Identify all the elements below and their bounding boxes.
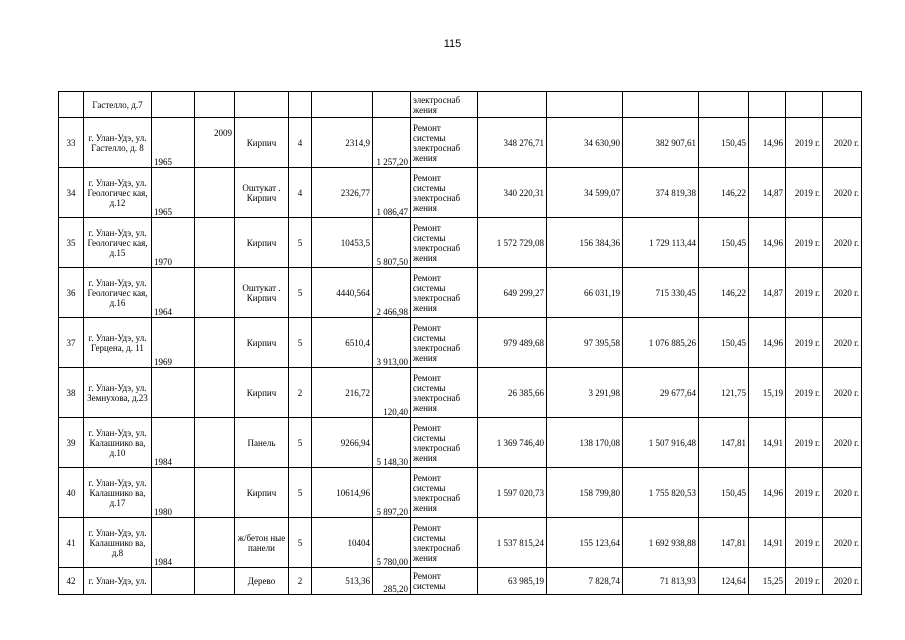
cell-rate-2: 14,96: [749, 118, 786, 168]
cell-rate-2: 14,91: [749, 418, 786, 468]
cell-year-alt: [195, 368, 235, 418]
cell-year-built: 1965: [152, 118, 195, 168]
cell-year-end: 2020 г.: [823, 218, 862, 268]
cell-year-start: 2019 г.: [786, 318, 823, 368]
cell-year-end: 2020 г.: [823, 268, 862, 318]
cell-rate-1: 147,81: [699, 418, 749, 468]
cell-address: г. Улан-Удэ, ул.: [84, 568, 152, 595]
cell-floors: 2: [289, 568, 312, 595]
cell-year-built: 1970: [152, 218, 195, 268]
cell-total: 382 907,61: [623, 118, 699, 168]
cell-area-sub: 1 257,20: [373, 118, 411, 168]
cell-area: 2326,77: [312, 168, 373, 218]
cell-area-sub: 5 897,20: [373, 468, 411, 518]
cell-cost-1: 1 537 815,24: [478, 518, 547, 568]
cell-material: Кирпич: [235, 318, 289, 368]
cell-material: Кирпич: [235, 218, 289, 268]
table-row: [59, 268, 862, 318]
cell-floors: 4: [289, 118, 312, 168]
cell-area: 10453,5: [312, 218, 373, 268]
cell-year-alt: [195, 518, 235, 568]
cell-cost-1: 63 985,19: [478, 568, 547, 595]
page-number: 115: [443, 38, 462, 50]
cell-rate-1: 121,75: [699, 368, 749, 418]
cell-num: 35: [59, 218, 84, 268]
cell-empty: [699, 92, 749, 118]
cell-address: г. Улан-Удэ, ул. Геологичес кая, д.16: [84, 268, 152, 318]
cell-rate-1: 150,45: [699, 468, 749, 518]
cell-year-alt: [195, 318, 235, 368]
cell-cost-1: 1 369 746,40: [478, 418, 547, 468]
cell-material: Оштукат . Кирпич: [235, 168, 289, 218]
cell-total: 715 330,45: [623, 268, 699, 318]
table-row: [59, 518, 862, 568]
cell-area: 10404: [312, 518, 373, 568]
cell-year-end: 2020 г.: [823, 468, 862, 518]
cell-empty: [289, 92, 312, 118]
cell-rate-2: 14,96: [749, 218, 786, 268]
cell-rate-1: 146,22: [699, 168, 749, 218]
cell-area-sub: 5 780,00: [373, 518, 411, 568]
cell-total: 1 692 938,88: [623, 518, 699, 568]
cell-cost-1: 1 597 020,73: [478, 468, 547, 518]
table-row: [59, 218, 862, 268]
cell-empty: [152, 92, 195, 118]
cell-material: Кирпич: [235, 468, 289, 518]
cell-material: ж/бетон ные панели: [235, 518, 289, 568]
cell-empty: [195, 92, 235, 118]
cell-year-start: 2019 г.: [786, 468, 823, 518]
cell-area-sub: 2 466,98: [373, 268, 411, 318]
cell-area-sub: 3 913,00: [373, 318, 411, 368]
cell-work: Ремонт системы электроснаб жения: [411, 368, 478, 418]
cell-num: 36: [59, 268, 84, 318]
cell-rate-2: 14,96: [749, 318, 786, 368]
cell-num: 37: [59, 318, 84, 368]
cell-year-alt: [195, 218, 235, 268]
cell-cost-1: 649 299,27: [478, 268, 547, 318]
cell-cost-2: 7 828,74: [547, 568, 623, 595]
cell-area: 4440,564: [312, 268, 373, 318]
cell-floors: 5: [289, 418, 312, 468]
cell-rate-2: 14,96: [749, 468, 786, 518]
cell-floors: 4: [289, 168, 312, 218]
table-row: [59, 318, 862, 368]
cell-num: 39: [59, 418, 84, 468]
cell-area: 513,36: [312, 568, 373, 595]
cell-year-start: 2019 г.: [786, 418, 823, 468]
cell-floors: 5: [289, 318, 312, 368]
cell-cost-2: 158 799,80: [547, 468, 623, 518]
cell-cost-2: 138 170,08: [547, 418, 623, 468]
cell-area: 216,72: [312, 368, 373, 418]
cell-rate-1: 150,45: [699, 118, 749, 168]
cell-area: 2314,9: [312, 118, 373, 168]
cell-area: 10614,96: [312, 468, 373, 518]
cell-year-end: 2020 г.: [823, 568, 862, 595]
cell-year-built: 1969: [152, 318, 195, 368]
cell-floors: 5: [289, 468, 312, 518]
cell-rate-1: 124,64: [699, 568, 749, 595]
cell-total: 1 729 113,44: [623, 218, 699, 268]
cell-total: 71 813,93: [623, 568, 699, 595]
cell-empty: [312, 92, 373, 118]
cell-cost-2: 3 291,98: [547, 368, 623, 418]
cell-empty: [478, 92, 547, 118]
cell-work: Ремонт системы: [411, 568, 478, 595]
cell-empty: [749, 92, 786, 118]
cell-floors: 5: [289, 268, 312, 318]
cell-num: [59, 92, 84, 118]
cell-num: 38: [59, 368, 84, 418]
cell-rate-1: 150,45: [699, 218, 749, 268]
cell-floors: 5: [289, 218, 312, 268]
cell-material: Панель: [235, 418, 289, 468]
cell-num: 41: [59, 518, 84, 568]
cell-year-end: 2020 г.: [823, 118, 862, 168]
cell-year-start: 2019 г.: [786, 118, 823, 168]
cell-work: Ремонт системы электроснаб жения: [411, 268, 478, 318]
cell-work: электроснаб жения: [411, 92, 478, 118]
cell-year-end: 2020 г.: [823, 318, 862, 368]
cell-cost-1: 26 385,66: [478, 368, 547, 418]
cell-empty: [373, 92, 411, 118]
cell-year-start: 2019 г.: [786, 368, 823, 418]
cell-address: г. Улан-Удэ, ул. Калашнико ва, д.17: [84, 468, 152, 518]
cell-num: 40: [59, 468, 84, 518]
cell-work: Ремонт системы электроснаб жения: [411, 468, 478, 518]
cell-cost-1: 1 572 729,08: [478, 218, 547, 268]
table-row: [59, 368, 862, 418]
cell-year-built: 1980: [152, 468, 195, 518]
cell-cost-2: 97 395,58: [547, 318, 623, 368]
cell-rate-2: 14,87: [749, 168, 786, 218]
cell-work: Ремонт системы электроснаб жения: [411, 418, 478, 468]
cell-year-alt: [195, 268, 235, 318]
cell-address: г. Улан-Удэ, ул. Калашнико ва, д.8: [84, 518, 152, 568]
cell-year-start: 2019 г.: [786, 168, 823, 218]
cell-year-end: 2020 г.: [823, 168, 862, 218]
cell-rate-1: 147,81: [699, 518, 749, 568]
cell-rate-2: 15,25: [749, 568, 786, 595]
table-row: [59, 468, 862, 518]
cell-empty: [235, 92, 289, 118]
cell-total: 1 076 885,26: [623, 318, 699, 368]
cell-year-start: 2019 г.: [786, 218, 823, 268]
cell-address: г. Улан-Удэ, ул. Геологичес кая, д.12: [84, 168, 152, 218]
cell-total: 374 819,38: [623, 168, 699, 218]
cell-rate-1: 150,45: [699, 318, 749, 368]
cell-year-built: [152, 368, 195, 418]
cell-rate-2: 15,19: [749, 368, 786, 418]
cell-total: 1 507 916,48: [623, 418, 699, 468]
cell-area-sub: 5 148,30: [373, 418, 411, 468]
cell-year-end: 2020 г.: [823, 518, 862, 568]
cell-empty: [623, 92, 699, 118]
cell-cost-2: 34 630,90: [547, 118, 623, 168]
cell-num: 34: [59, 168, 84, 218]
cell-cost-2: 156 384,36: [547, 218, 623, 268]
table-row: [59, 418, 862, 468]
cell-area-sub: 1 086,47: [373, 168, 411, 218]
cell-area-sub: 285,20: [373, 568, 411, 595]
cell-empty: [823, 92, 862, 118]
cell-rate-1: 146,22: [699, 268, 749, 318]
cell-cost-2: 66 031,19: [547, 268, 623, 318]
cell-cost-1: 348 276,71: [478, 118, 547, 168]
cell-cost-1: 979 489,68: [478, 318, 547, 368]
repair-table: [58, 91, 862, 595]
cell-year-alt: [195, 168, 235, 218]
table-row: [59, 92, 862, 118]
cell-year-start: 2019 г.: [786, 518, 823, 568]
cell-address: г. Улан-Удэ, ул. Земнухова, д.23: [84, 368, 152, 418]
table-row: [59, 118, 862, 168]
cell-address: г. Улан-Удэ, ул. Геологичес кая, д.15: [84, 218, 152, 268]
cell-rate-2: 14,87: [749, 268, 786, 318]
cell-area-sub: 5 807,50: [373, 218, 411, 268]
cell-address: г. Улан-Удэ, ул. Калашнико ва, д.10: [84, 418, 152, 468]
cell-floors: 2: [289, 368, 312, 418]
table-row: [59, 568, 862, 595]
cell-address: Гастелло, д.7: [84, 92, 152, 118]
cell-num: 33: [59, 118, 84, 168]
cell-rate-2: 14,91: [749, 518, 786, 568]
cell-work: Ремонт системы электроснаб жения: [411, 518, 478, 568]
cell-year-alt: 2009: [195, 118, 235, 168]
cell-year-built: 1984: [152, 418, 195, 468]
cell-year-end: 2020 г.: [823, 368, 862, 418]
cell-area: 9266,94: [312, 418, 373, 468]
cell-work: Ремонт системы электроснаб жения: [411, 118, 478, 168]
cell-year-built: [152, 568, 195, 595]
cell-year-built: 1964: [152, 268, 195, 318]
cell-work: Ремонт системы электроснаб жения: [411, 218, 478, 268]
cell-year-alt: [195, 468, 235, 518]
cell-year-start: 2019 г.: [786, 568, 823, 595]
cell-material: Кирпич: [235, 118, 289, 168]
cell-year-alt: [195, 418, 235, 468]
cell-empty: [547, 92, 623, 118]
cell-year-end: 2020 г.: [823, 418, 862, 468]
cell-total: 29 677,64: [623, 368, 699, 418]
cell-material: Дерево: [235, 568, 289, 595]
cell-num: 42: [59, 568, 84, 595]
cell-year-alt: [195, 568, 235, 595]
cell-cost-2: 34 599,07: [547, 168, 623, 218]
table-row: [59, 168, 862, 218]
cell-work: Ремонт системы электроснаб жения: [411, 318, 478, 368]
cell-total: 1 755 820,53: [623, 468, 699, 518]
cell-area: 6510,4: [312, 318, 373, 368]
cell-year-built: 1984: [152, 518, 195, 568]
cell-address: г. Улан-Удэ, ул. Гастелло, д. 8: [84, 118, 152, 168]
cell-cost-1: 340 220,31: [478, 168, 547, 218]
cell-material: Оштукат . Кирпич: [235, 268, 289, 318]
cell-empty: [786, 92, 823, 118]
cell-floors: 5: [289, 518, 312, 568]
cell-year-built: 1965: [152, 168, 195, 218]
cell-address: г. Улан-Удэ, ул. Герцена, д. 11: [84, 318, 152, 368]
cell-material: Кирпич: [235, 368, 289, 418]
cell-year-start: 2019 г.: [786, 268, 823, 318]
cell-area-sub: 120,40: [373, 368, 411, 418]
cell-cost-2: 155 123,64: [547, 518, 623, 568]
cell-work: Ремонт системы электроснаб жения: [411, 168, 478, 218]
